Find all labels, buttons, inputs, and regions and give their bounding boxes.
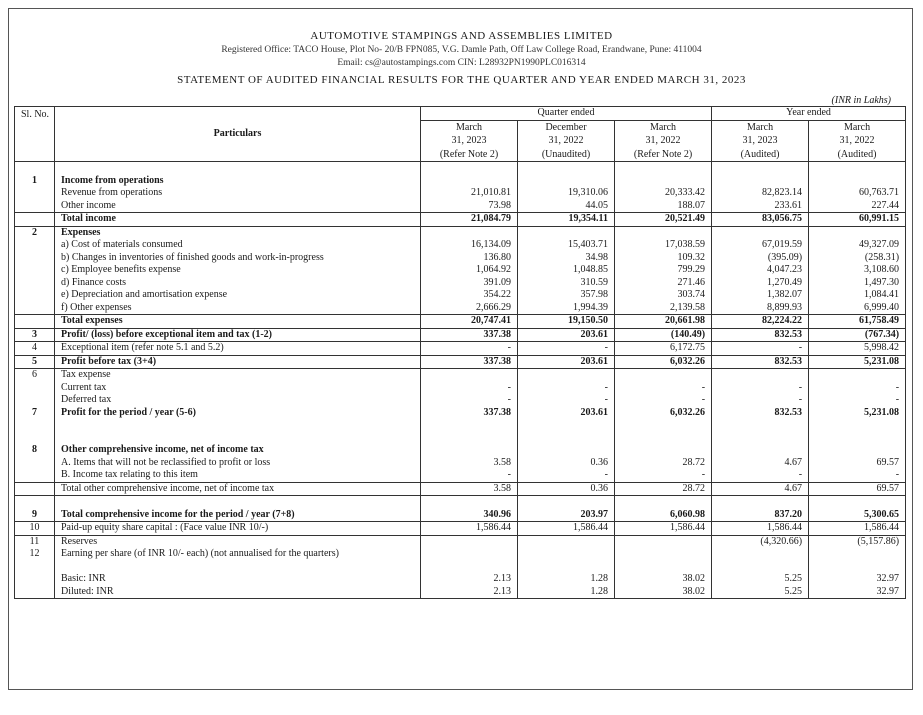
spacer-cell — [421, 419, 518, 432]
statement-title: STATEMENT OF AUDITED FINANCIAL RESULTS FOR THE QUARTER AND YEAR ENDED MARCH 31, 2023 — [177, 74, 746, 86]
particulars-cell: Profit/ (loss) before exceptional item and tax (1-2) — [55, 328, 421, 342]
value-cell: 19,150.50 — [518, 315, 615, 329]
value-cell: 832.53 — [712, 328, 809, 342]
particulars-cell: Income from operations — [55, 175, 421, 188]
value-cell: 21,084.79 — [421, 213, 518, 227]
value-cell: 0.36 — [518, 482, 615, 496]
value-cell — [712, 226, 809, 239]
particulars-cell: d) Finance costs — [55, 277, 421, 290]
table-row — [15, 369, 906, 382]
particulars-cell: Profit for the period / year (5-6) — [55, 407, 421, 420]
sl-no-cell — [15, 213, 55, 227]
value-cell: 357.98 — [518, 289, 615, 302]
particulars-cell: a) Cost of materials consumed — [55, 239, 421, 252]
value-cell: - — [615, 394, 712, 407]
value-cell: 49,327.09 — [809, 239, 906, 252]
value-cell: - — [615, 382, 712, 395]
financial-results-table — [14, 106, 906, 599]
value-cell: (395.09) — [712, 252, 809, 265]
period-header-4: March 31, 2023 (Audited) — [712, 120, 809, 162]
value-cell: 5,300.65 — [809, 509, 906, 522]
value-cell: - — [809, 469, 906, 482]
table-row — [15, 187, 906, 200]
table-body — [15, 162, 906, 599]
value-cell: 28.72 — [615, 482, 712, 496]
period-header-5: March 31, 2022 (Audited) — [809, 120, 906, 162]
spacer-cell — [421, 162, 518, 175]
value-cell — [809, 369, 906, 382]
value-cell: 832.53 — [712, 407, 809, 420]
table-row — [15, 175, 906, 188]
spacer-cell — [615, 419, 712, 432]
value-cell — [809, 226, 906, 239]
particulars-cell: Diluted: INR — [55, 586, 421, 599]
table-row — [15, 252, 906, 265]
value-cell — [712, 175, 809, 188]
spacer-row — [15, 419, 906, 432]
spacer-cell — [712, 432, 809, 445]
spacer-cell — [809, 162, 906, 175]
value-cell: 337.38 — [421, 355, 518, 369]
period-header-2: December 31, 2022 (Unaudited) — [518, 120, 615, 162]
value-cell: 20,747.41 — [421, 315, 518, 329]
value-cell: 5.25 — [712, 573, 809, 586]
value-cell: 337.38 — [421, 328, 518, 342]
sl-no-cell — [15, 200, 55, 213]
table-row — [15, 342, 906, 356]
spacer-cell — [55, 162, 421, 175]
sl-no-cell — [15, 482, 55, 496]
value-cell: 69.57 — [809, 482, 906, 496]
sl-no-cell: 4 — [15, 342, 55, 356]
value-cell: 799.29 — [615, 264, 712, 277]
value-cell — [421, 444, 518, 457]
value-cell — [421, 226, 518, 239]
value-cell: 6,032.26 — [615, 355, 712, 369]
sl-no-cell — [15, 252, 55, 265]
value-cell: 1,064.92 — [421, 264, 518, 277]
value-cell: 391.09 — [421, 277, 518, 290]
value-cell: 2.13 — [421, 573, 518, 586]
table-row — [15, 407, 906, 420]
value-cell: 20,333.42 — [615, 187, 712, 200]
value-cell — [712, 548, 809, 561]
value-cell: 6,060.98 — [615, 509, 712, 522]
value-cell — [615, 226, 712, 239]
sl-no-cell — [15, 457, 55, 470]
value-cell: 4.67 — [712, 482, 809, 496]
particulars-cell: Other comprehensive income, net of income tax — [55, 444, 421, 457]
value-cell: 1,586.44 — [615, 522, 712, 536]
spacer-cell — [809, 496, 906, 509]
value-cell: 1,048.85 — [518, 264, 615, 277]
spacer-cell — [518, 561, 615, 574]
value-cell: 60,763.71 — [809, 187, 906, 200]
contact-line: Email: cs@autostampings.com CIN: L28932PN1990PLC016314 — [337, 58, 586, 68]
value-cell — [421, 548, 518, 561]
currency-unit: (INR in Lakhs) — [831, 95, 891, 106]
table-row — [15, 457, 906, 470]
value-cell — [615, 175, 712, 188]
spacer-cell — [712, 496, 809, 509]
table-row — [15, 394, 906, 407]
value-cell: (258.31) — [809, 252, 906, 265]
particulars-cell: Tax expense — [55, 369, 421, 382]
spacer-cell — [421, 561, 518, 574]
particulars-cell: Basic: INR — [55, 573, 421, 586]
particulars-cell: Earning per share (of INR 10/- each) (not annualised for the quarters) — [55, 548, 421, 561]
value-cell: 44.05 — [518, 200, 615, 213]
value-cell — [712, 369, 809, 382]
sl-no-cell — [15, 302, 55, 315]
particulars-cell: Deferred tax — [55, 394, 421, 407]
table-row — [15, 444, 906, 457]
value-cell — [518, 369, 615, 382]
particulars-cell: Paid-up equity share capital : (Face value INR 10/-) — [55, 522, 421, 536]
particulars-cell: e) Depreciation and amortisation expense — [55, 289, 421, 302]
value-cell: 16,134.09 — [421, 239, 518, 252]
value-cell: 1,497.30 — [809, 277, 906, 290]
spacer-cell — [518, 496, 615, 509]
year-ended-header: Year ended — [712, 107, 906, 121]
table-row — [15, 509, 906, 522]
table-row — [15, 355, 906, 369]
spacer-cell — [15, 496, 55, 509]
value-cell: - — [809, 394, 906, 407]
value-cell: 82,823.14 — [712, 187, 809, 200]
sl-no-cell — [15, 573, 55, 586]
sl-no-cell: 7 — [15, 407, 55, 420]
table-row — [15, 535, 906, 548]
value-cell: 1,586.44 — [712, 522, 809, 536]
spacer-cell — [809, 561, 906, 574]
value-cell: 1,270.49 — [712, 277, 809, 290]
value-cell: 19,354.11 — [518, 213, 615, 227]
sl-no-cell: 11 — [15, 535, 55, 548]
sl-no-cell: 10 — [15, 522, 55, 536]
particulars-header: Particulars — [55, 107, 421, 162]
spacer-cell — [518, 162, 615, 175]
table-row — [15, 315, 906, 329]
value-cell: 227.44 — [809, 200, 906, 213]
value-cell: (767.34) — [809, 328, 906, 342]
value-cell — [421, 369, 518, 382]
value-cell — [615, 444, 712, 457]
table-row — [15, 328, 906, 342]
spacer-cell — [615, 162, 712, 175]
spacer-cell — [421, 496, 518, 509]
period-header-1: March 31, 2023 (Refer Note 2) — [421, 120, 518, 162]
value-cell: 271.46 — [615, 277, 712, 290]
value-cell: - — [421, 342, 518, 356]
value-cell: 15,403.71 — [518, 239, 615, 252]
value-cell: (4,320.66) — [712, 535, 809, 548]
value-cell: 67,019.59 — [712, 239, 809, 252]
particulars-cell: Revenue from operations — [55, 187, 421, 200]
sl-no-cell — [15, 469, 55, 482]
value-cell: 32.97 — [809, 573, 906, 586]
value-cell: 82,224.22 — [712, 315, 809, 329]
table-row — [15, 548, 906, 561]
value-cell — [615, 369, 712, 382]
value-cell: 1,586.44 — [518, 522, 615, 536]
value-cell: - — [421, 469, 518, 482]
value-cell — [518, 444, 615, 457]
value-cell: - — [518, 394, 615, 407]
spacer-cell — [518, 432, 615, 445]
sl-no-cell: 1 — [15, 175, 55, 188]
value-cell: 2,139.58 — [615, 302, 712, 315]
spacer-cell — [712, 162, 809, 175]
registered-office: Registered Office: TACO House, Plot No- 20/B FPN085, V.G. Damle Path, Off Law College Road, Erandwane, Pune: 411004 — [221, 45, 702, 55]
value-cell: 340.96 — [421, 509, 518, 522]
sl-no-cell: 12 — [15, 548, 55, 561]
particulars-cell: f) Other expenses — [55, 302, 421, 315]
period-header-3: March 31, 2022 (Refer Note 2) — [615, 120, 712, 162]
value-cell: 1,382.07 — [712, 289, 809, 302]
table-row — [15, 226, 906, 239]
sl-no-cell: 3 — [15, 328, 55, 342]
value-cell: 73.98 — [421, 200, 518, 213]
value-cell — [421, 535, 518, 548]
spacer-cell — [615, 561, 712, 574]
table-row — [15, 264, 906, 277]
value-cell: 203.61 — [518, 407, 615, 420]
particulars-cell: A. Items that will not be reclassified to profit or loss — [55, 457, 421, 470]
value-cell: - — [809, 382, 906, 395]
table-row — [15, 586, 906, 599]
value-cell — [518, 535, 615, 548]
value-cell: 0.36 — [518, 457, 615, 470]
value-cell: 3,108.60 — [809, 264, 906, 277]
spacer-cell — [55, 419, 421, 432]
value-cell: 6,999.40 — [809, 302, 906, 315]
value-cell: 17,038.59 — [615, 239, 712, 252]
table-row — [15, 302, 906, 315]
sl-no-cell — [15, 586, 55, 599]
particulars-cell: Total income — [55, 213, 421, 227]
value-cell: 203.61 — [518, 355, 615, 369]
particulars-cell: Total other comprehensive income, net of income tax — [55, 482, 421, 496]
value-cell: 6,032.26 — [615, 407, 712, 420]
spacer-cell — [15, 162, 55, 175]
value-cell: 3.58 — [421, 457, 518, 470]
value-cell: - — [615, 469, 712, 482]
value-cell: 188.07 — [615, 200, 712, 213]
value-cell: 2.13 — [421, 586, 518, 599]
value-cell: 4,047.23 — [712, 264, 809, 277]
sl-no-header: Sl. No. — [15, 107, 55, 162]
value-cell: (5,157.86) — [809, 535, 906, 548]
value-cell: - — [712, 469, 809, 482]
spacer-cell — [55, 561, 421, 574]
value-cell: 4.67 — [712, 457, 809, 470]
spacer-cell — [421, 432, 518, 445]
sl-no-cell — [15, 315, 55, 329]
value-cell: 1,084.41 — [809, 289, 906, 302]
sl-no-cell: 8 — [15, 444, 55, 457]
sl-no-cell — [15, 289, 55, 302]
sl-no-cell — [15, 277, 55, 290]
particulars-cell: Total expenses — [55, 315, 421, 329]
company-name: AUTOMOTIVE STAMPINGS AND ASSEMBLIES LIMITED — [310, 30, 613, 42]
spacer-cell — [55, 432, 421, 445]
value-cell: - — [518, 382, 615, 395]
spacer-cell — [15, 419, 55, 432]
value-cell: 83,056.75 — [712, 213, 809, 227]
value-cell: 60,991.15 — [809, 213, 906, 227]
value-cell: 34.98 — [518, 252, 615, 265]
sl-no-cell: 9 — [15, 509, 55, 522]
value-cell: 233.61 — [712, 200, 809, 213]
value-cell: 1,586.44 — [809, 522, 906, 536]
sl-no-cell — [15, 394, 55, 407]
value-cell: - — [518, 342, 615, 356]
sl-no-cell — [15, 239, 55, 252]
quarter-ended-header: Quarter ended — [421, 107, 712, 121]
sl-no-cell — [15, 187, 55, 200]
value-cell: 337.38 — [421, 407, 518, 420]
value-cell: 5,998.42 — [809, 342, 906, 356]
table-row — [15, 482, 906, 496]
value-cell: 136.80 — [421, 252, 518, 265]
spacer-cell — [712, 561, 809, 574]
value-cell: 310.59 — [518, 277, 615, 290]
value-cell: 303.74 — [615, 289, 712, 302]
particulars-cell: Expenses — [55, 226, 421, 239]
value-cell: 5,231.08 — [809, 407, 906, 420]
value-cell — [518, 548, 615, 561]
value-cell: - — [421, 394, 518, 407]
value-cell: 3.58 — [421, 482, 518, 496]
value-cell: 20,521.49 — [615, 213, 712, 227]
table-row — [15, 239, 906, 252]
spacer-row — [15, 162, 906, 175]
table-row — [15, 469, 906, 482]
value-cell: 354.22 — [421, 289, 518, 302]
spacer-cell — [809, 419, 906, 432]
value-cell: - — [712, 394, 809, 407]
value-cell: 109.32 — [615, 252, 712, 265]
value-cell — [809, 175, 906, 188]
value-cell — [518, 175, 615, 188]
value-cell — [809, 444, 906, 457]
particulars-cell: c) Employee benefits expense — [55, 264, 421, 277]
spacer-row — [15, 496, 906, 509]
value-cell — [615, 535, 712, 548]
value-cell: 8,899.93 — [712, 302, 809, 315]
value-cell: 1.28 — [518, 573, 615, 586]
spacer-row — [15, 561, 906, 574]
value-cell: - — [518, 469, 615, 482]
sl-no-cell: 2 — [15, 226, 55, 239]
table-row — [15, 382, 906, 395]
particulars-cell: b) Changes in inventories of finished goods and work-in-progress — [55, 252, 421, 265]
value-cell: 6,172.75 — [615, 342, 712, 356]
value-cell — [712, 444, 809, 457]
particulars-cell: Total comprehensive income for the period / year (7+8) — [55, 509, 421, 522]
value-cell — [421, 175, 518, 188]
sl-no-cell: 6 — [15, 369, 55, 382]
sl-no-cell — [15, 382, 55, 395]
value-cell: 203.97 — [518, 509, 615, 522]
value-cell: 5.25 — [712, 586, 809, 599]
value-cell: 38.02 — [615, 586, 712, 599]
value-cell: 61,758.49 — [809, 315, 906, 329]
particulars-cell: Profit before tax (3+4) — [55, 355, 421, 369]
table-row — [15, 573, 906, 586]
value-cell — [518, 226, 615, 239]
value-cell: 837.20 — [712, 509, 809, 522]
value-cell — [809, 548, 906, 561]
particulars-cell: Reserves — [55, 535, 421, 548]
spacer-cell — [712, 419, 809, 432]
spacer-cell — [15, 432, 55, 445]
spacer-row — [15, 432, 906, 445]
spacer-cell — [809, 432, 906, 445]
spacer-cell — [615, 496, 712, 509]
value-cell: 1,586.44 — [421, 522, 518, 536]
spacer-cell — [615, 432, 712, 445]
value-cell: 69.57 — [809, 457, 906, 470]
value-cell: - — [712, 382, 809, 395]
value-cell: 5,231.08 — [809, 355, 906, 369]
table-row — [15, 200, 906, 213]
value-cell: 19,310.06 — [518, 187, 615, 200]
value-cell: - — [712, 342, 809, 356]
sl-no-cell: 5 — [15, 355, 55, 369]
value-cell: 1,994.39 — [518, 302, 615, 315]
particulars-cell: Exceptional item (refer note 5.1 and 5.2) — [55, 342, 421, 356]
particulars-cell: B. Income tax relating to this item — [55, 469, 421, 482]
value-cell — [615, 548, 712, 561]
value-cell: 32.97 — [809, 586, 906, 599]
particulars-cell: Other income — [55, 200, 421, 213]
value-cell: (140.49) — [615, 328, 712, 342]
value-cell: 1.28 — [518, 586, 615, 599]
value-cell: 38.02 — [615, 573, 712, 586]
table-row — [15, 277, 906, 290]
table-row — [15, 213, 906, 227]
value-cell: 2,666.29 — [421, 302, 518, 315]
spacer-cell — [15, 561, 55, 574]
table-row — [15, 522, 906, 536]
value-cell: - — [421, 382, 518, 395]
sl-no-cell — [15, 264, 55, 277]
table-row — [15, 289, 906, 302]
value-cell: 21,010.81 — [421, 187, 518, 200]
value-cell: 20,661.98 — [615, 315, 712, 329]
spacer-cell — [518, 419, 615, 432]
value-cell: 203.61 — [518, 328, 615, 342]
particulars-cell: Current tax — [55, 382, 421, 395]
value-cell: 28.72 — [615, 457, 712, 470]
spacer-cell — [55, 496, 421, 509]
value-cell: 832.53 — [712, 355, 809, 369]
